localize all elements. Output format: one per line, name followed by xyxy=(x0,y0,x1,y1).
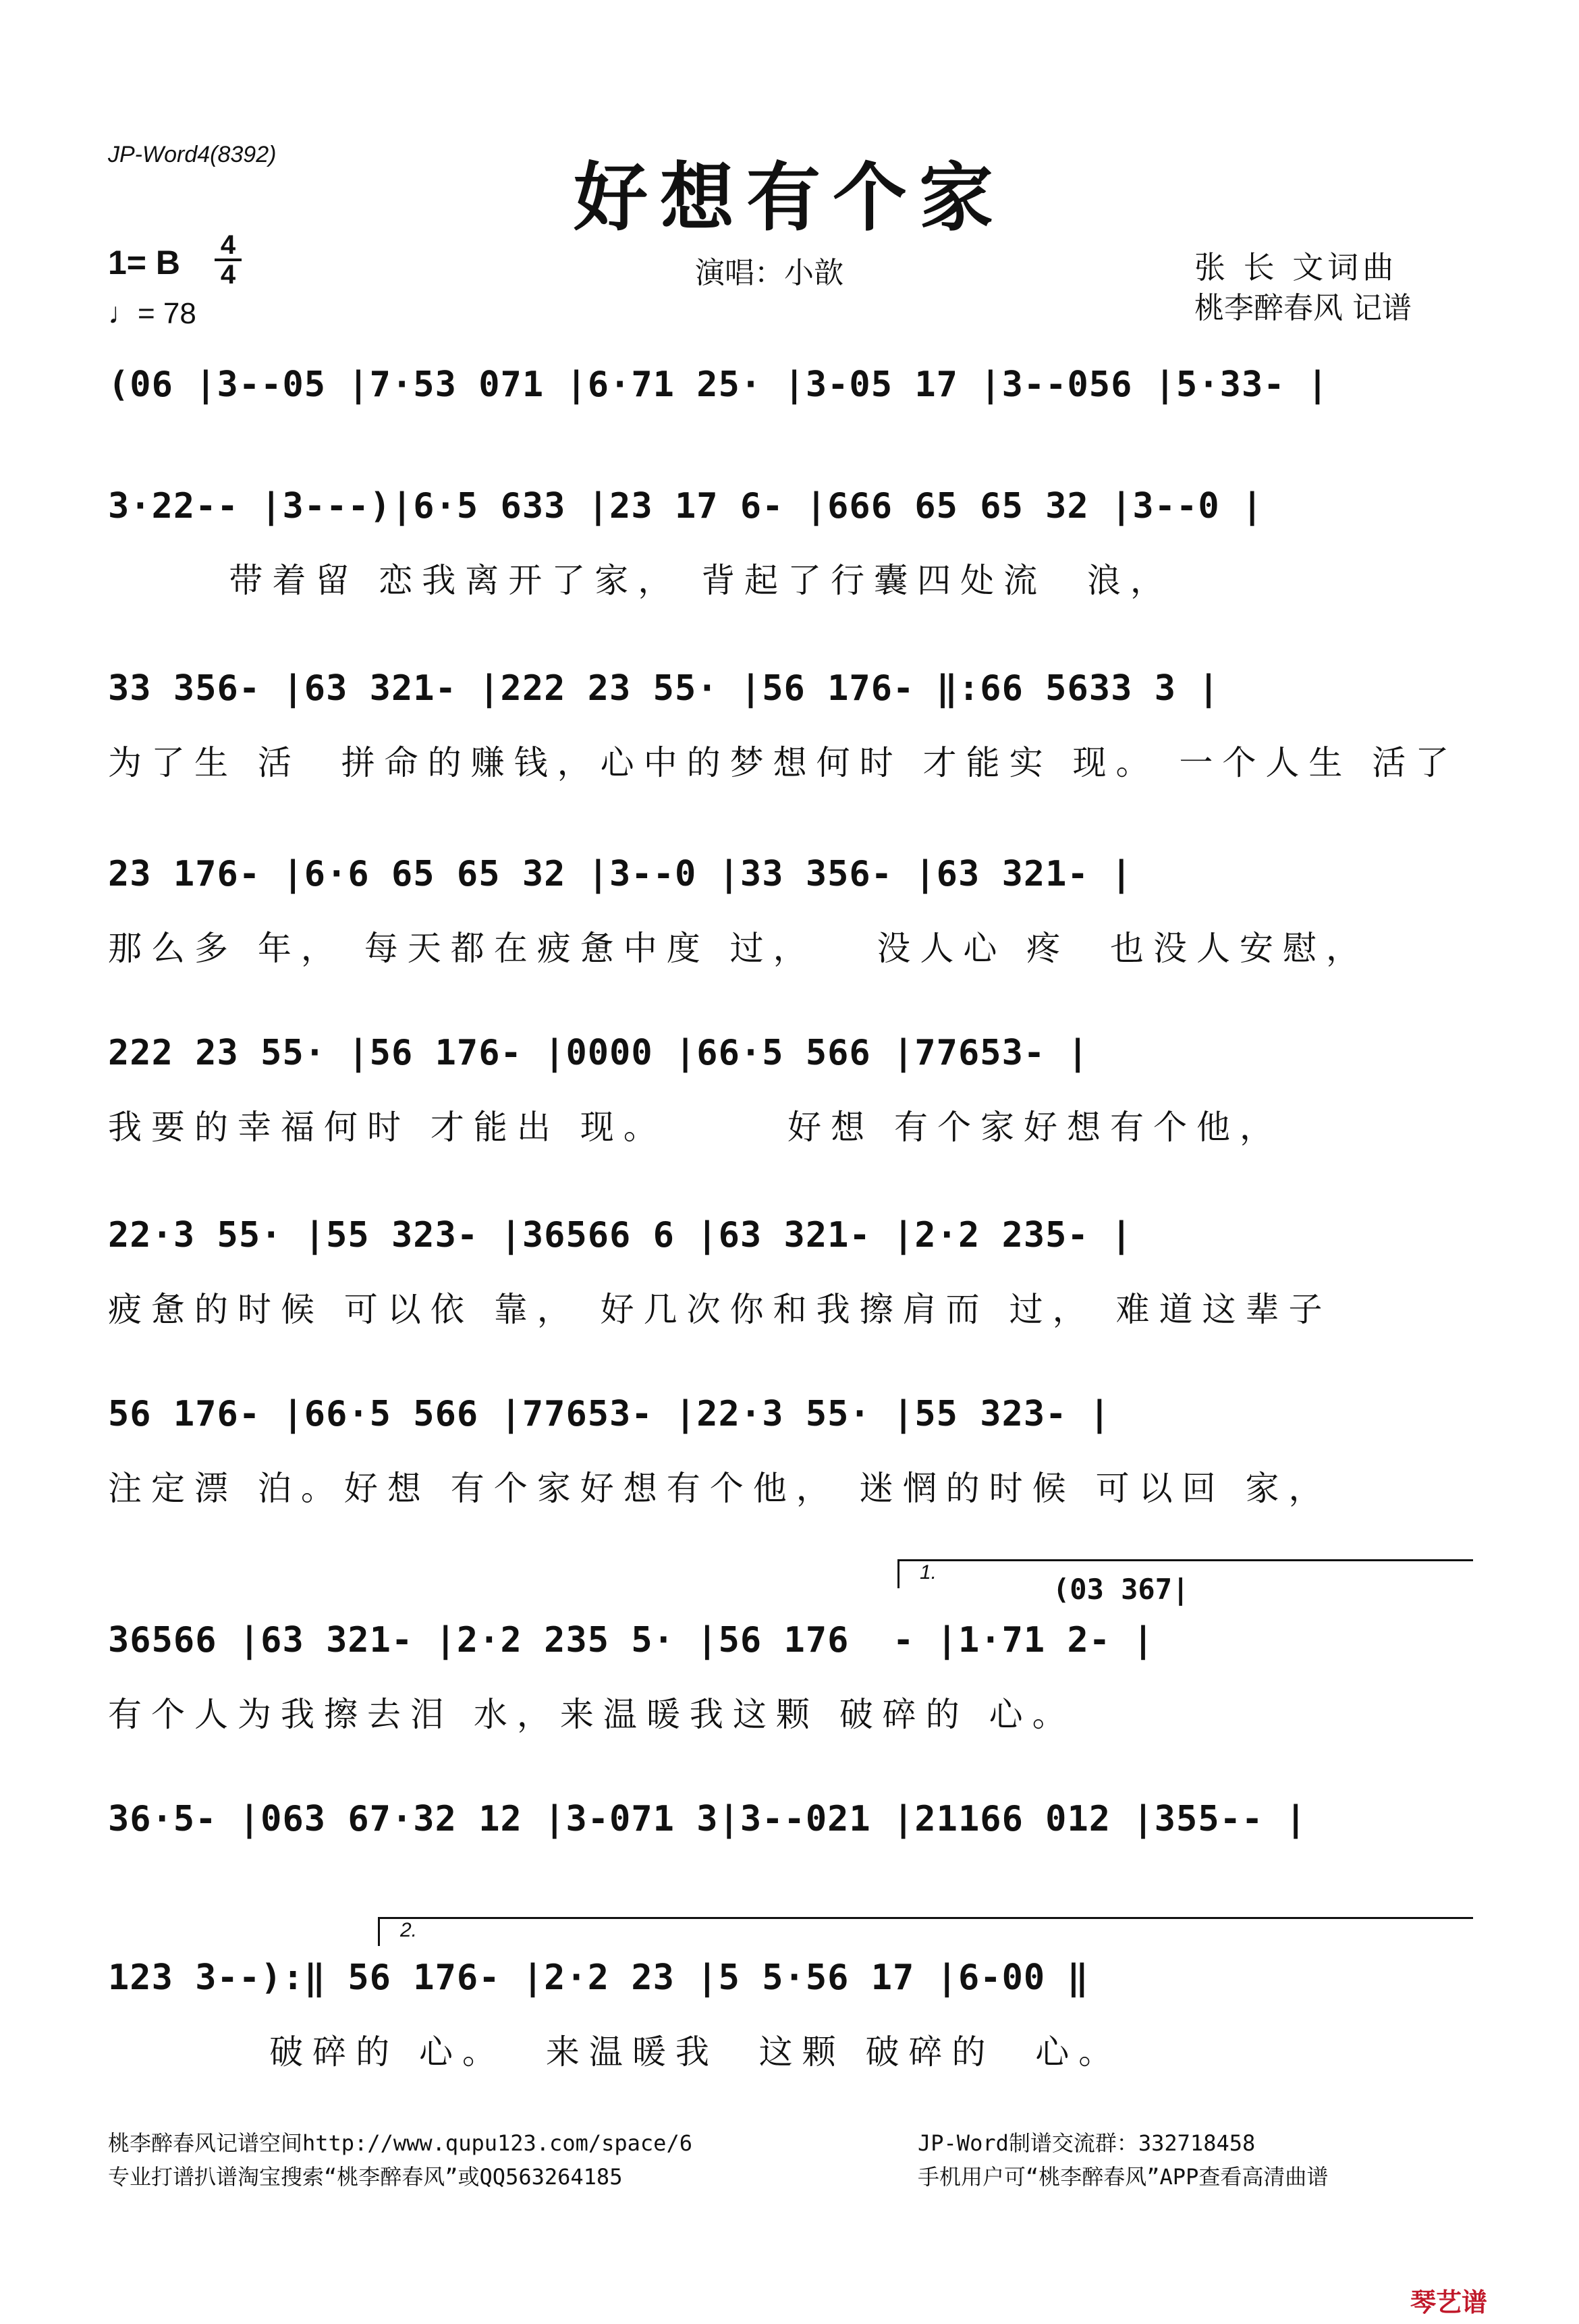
footer-website: 桃李醉春风记谱空间http://www.qupu123.com/space/6 xyxy=(108,2130,692,2156)
software-label: JP-Word4(8392) xyxy=(108,142,277,167)
time-sig-top: 4 xyxy=(220,230,236,260)
notation-line: 36·5- |063 67·32 12 |3-071 3|3--021 |21166 012 |355-- | xyxy=(108,1799,1307,1839)
volta-second-ending xyxy=(378,1917,1473,1946)
notation-line: 56 176- |66·5 566 |77653- |22·3 55· |55 323- | xyxy=(108,1394,1111,1434)
staff-system-6 xyxy=(108,1215,1471,1331)
staff-system-10 xyxy=(108,1957,1471,2074)
time-sig-bottom: 4 xyxy=(220,260,236,290)
time-signature xyxy=(215,230,242,290)
notation-line: 36566 |63 321- |2·2 235 5· |56 176 - |1·71 2- | xyxy=(108,1620,1155,1660)
notation-line: 3·22-- |3---)|6·5 633 |23 17 6- |666 65 65 32 |3--0 | xyxy=(108,486,1264,526)
singer-credit: 演唱：小歆 xyxy=(695,256,843,290)
notation-line: 23 176- |6·6 65 65 32 |3--0 |33 356- |63 321- | xyxy=(108,854,1133,894)
composer-credit: 张 长 文词曲 xyxy=(1194,249,1398,286)
staff-system-5 xyxy=(108,1033,1471,1149)
staff-system-7 xyxy=(108,1394,1471,1510)
lyrics-line: 疲惫的时候 可以依 靠， 好几次你和我擦肩而 过， 难道这辈子 xyxy=(108,1290,1332,1329)
lyrics-line: 破碎的 心。 来温暖我 这颗 破碎的 心。 xyxy=(108,2032,1122,2072)
staff-system-9 xyxy=(108,1799,1471,1839)
staff-system-4 xyxy=(108,854,1471,970)
song-title: 好想有个家 xyxy=(574,154,1005,241)
staff-system-8 xyxy=(108,1620,1471,1736)
lyrics-line: 有个人为我擦去泪 水，来温暖我这颗 破碎的 心。 xyxy=(108,1695,1076,1734)
key-signature: 1= B xyxy=(108,244,181,281)
footer-taobao: 专业打谱扒谱淘宝搜索“桃李醉春风”或QQ563264185 xyxy=(108,2164,623,2190)
lyrics-line: 注定漂 泊。好想 有个家好想有个他， 迷惘的时候 可以回 家， xyxy=(108,1469,1332,1508)
brand-logo: 琴艺谱 xyxy=(1410,2288,1488,2317)
notation-line: 123 3--):‖ 56 176- |2·2 23 |5 5·56 17 |6-00 ‖ xyxy=(108,1957,1089,1998)
staff-system-1 xyxy=(108,364,1471,432)
tempo-marking: ♩= 78 xyxy=(108,297,196,330)
pickup-notes: (03 367| xyxy=(1053,1573,1190,1606)
lyrics-line: 我要的幸福何时 才能出 现。 好想 有个家好想有个他， xyxy=(108,1108,1283,1147)
volta-label: 1. xyxy=(920,1561,937,1584)
staff-system-3 xyxy=(108,668,1471,784)
footer-app: 手机用户可“桃李醉春风”APP查看高清曲谱 xyxy=(918,2164,1329,2190)
notation-line: 22·3 55· |55 323- |36566 6 |63 321- |2·2 235- | xyxy=(108,1215,1133,1255)
transcriber-credit: 桃李醉春风 记谱 xyxy=(1194,291,1412,325)
lyrics-line: 为了生 活 拼命的赚钱，心中的梦想何时 才能实 现。 一个人生 活了 xyxy=(108,743,1459,782)
footer-group: JP-Word制谱交流群：332718458 xyxy=(918,2130,1256,2156)
volta-label: 2. xyxy=(400,1919,418,1941)
lyrics-line: 那么多 年， 每天都在疲惫中度 过， 没人心 疼 也没人安慰， xyxy=(108,929,1370,968)
lyrics-line: 带着留 恋我离开了家， 背起了行囊四处流 浪， xyxy=(108,561,1173,600)
staff-system-2 xyxy=(108,486,1471,602)
notation-line: 222 23 55· |56 176- |0000 |66·5 566 |77653- | xyxy=(108,1033,1089,1073)
notation-line: 33 356- |63 321- |222 23 55· |56 176- ‖:66 5633 3 | xyxy=(108,668,1220,709)
notation-line: (06 |3--05 |7·53 071 |6·71 25· |3-05 17 |3--056 |5·33- | xyxy=(108,364,1329,405)
